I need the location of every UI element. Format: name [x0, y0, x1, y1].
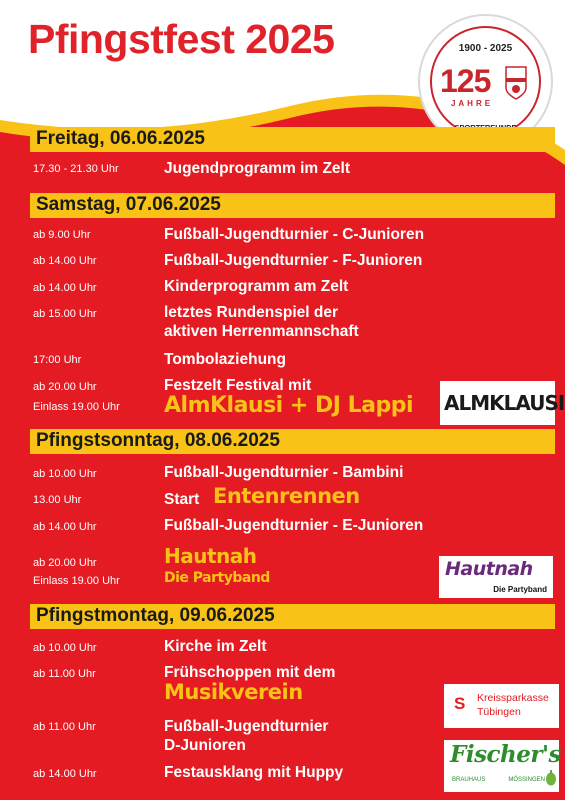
event-title: Fußball-Jugendturnier - F-Junioren: [164, 252, 423, 269]
event-time: ab 9.00 Uhr: [33, 229, 91, 241]
page-title: Pfingstfest 2025: [28, 16, 335, 62]
badge-years: 1900 - 2025: [458, 43, 513, 54]
event-highlight: Musikverein: [164, 680, 303, 704]
event-title: Fußball-Jugendturnier: [164, 718, 329, 735]
event-title: Fußball-Jugendturnier - E-Junioren: [164, 517, 424, 534]
event-time: ab 14.00 Uhr: [33, 768, 97, 780]
day-heading-samstag: [30, 193, 555, 218]
event-time: ab 14.00 Uhr: [33, 255, 97, 267]
event-highlight-sub: Die Partyband: [164, 570, 270, 586]
event-time: ab 10.00 Uhr: [33, 468, 97, 480]
event-admission-time: Einlass 19.00 Uhr: [33, 575, 120, 587]
sparkasse-s-icon: S: [454, 694, 466, 713]
event-admission-time: Einlass 19.00 Uhr: [33, 401, 120, 413]
day-heading-label: Samstag, 07.06.2025: [36, 194, 221, 215]
event-time: ab 20.00 Uhr: [33, 381, 97, 393]
day-heading-pfingstsonntag: [30, 429, 555, 454]
event-title: Tombolaziehung: [164, 351, 286, 368]
fischers-logo-title: Fischer's: [450, 741, 561, 768]
day-heading-pfingstmontag: [30, 604, 555, 629]
almklausi-logo-text: ALMKLAUSI: [444, 391, 565, 415]
club-crest-icon: [505, 66, 527, 100]
event-time: ab 20.00 Uhr: [33, 557, 97, 569]
event-title-line2: D-Junioren: [164, 737, 246, 754]
event-title-line2: aktiven Herrenmannschaft: [164, 323, 359, 340]
kreissparkasse-city: Tübingen: [477, 706, 521, 718]
event-title: Kinderprogramm am Zelt: [164, 278, 349, 295]
event-title: Frühschoppen mit dem: [164, 664, 336, 681]
event-time: 17:00 Uhr: [33, 354, 82, 366]
kreissparkasse-logo: [444, 684, 559, 728]
fischers-brauhaus-logo: [444, 740, 559, 792]
event-title: Jugendprogramm im Zelt: [164, 160, 351, 177]
event-title: Fußball-Jugendturnier - Bambini: [164, 464, 404, 481]
event-title: Fußball-Jugendturnier - C-Junioren: [164, 226, 425, 243]
event-title: Start: [164, 491, 200, 508]
event-title: Kirche im Zelt: [164, 638, 267, 655]
event-highlight: Hautnah: [164, 544, 257, 568]
event-title: Festausklang mit Huppy: [164, 764, 344, 781]
hautnah-logo-title: Hautnah: [445, 558, 533, 580]
event-time: ab 10.00 Uhr: [33, 642, 97, 654]
event-title: letztes Rundenspiel der: [164, 304, 338, 321]
day-heading-label: Pfingstsonntag, 08.06.2025: [36, 430, 280, 451]
hautnah-logo: [439, 556, 553, 598]
event-time: 17.30 - 21.30 Uhr: [33, 163, 119, 175]
day-heading-label: Freitag, 06.06.2025: [36, 128, 205, 149]
hop-icon: [545, 770, 557, 786]
fischers-logo-sub2: MÖSSINGEN: [508, 777, 545, 783]
day-heading-freitag: [30, 127, 555, 152]
event-title: Festzelt Festival mit: [164, 377, 312, 394]
event-time: ab 15.00 Uhr: [33, 308, 97, 320]
fischers-logo-sub1: BRAUHAUS: [452, 777, 486, 783]
hautnah-logo-sub: Die Partyband: [493, 585, 547, 594]
event-time: 13.00 Uhr: [33, 494, 82, 506]
badge-jahre: JAHRE: [450, 99, 494, 108]
kreissparkasse-name: Kreissparkasse: [477, 692, 549, 704]
badge-number: 125: [440, 63, 491, 99]
day-heading-label: Pfingstmontag, 09.06.2025: [36, 605, 275, 626]
event-highlight: Entenrennen: [213, 484, 360, 508]
event-time: ab 11.00 Uhr: [33, 721, 96, 733]
event-time: ab 14.00 Uhr: [33, 521, 97, 533]
almklausi-logo: [440, 381, 565, 425]
event-highlight: AlmKlausi + DJ Lappi: [164, 393, 413, 418]
event-time: ab 14.00 Uhr: [33, 282, 97, 294]
event-time: ab 11.00 Uhr: [33, 668, 96, 680]
